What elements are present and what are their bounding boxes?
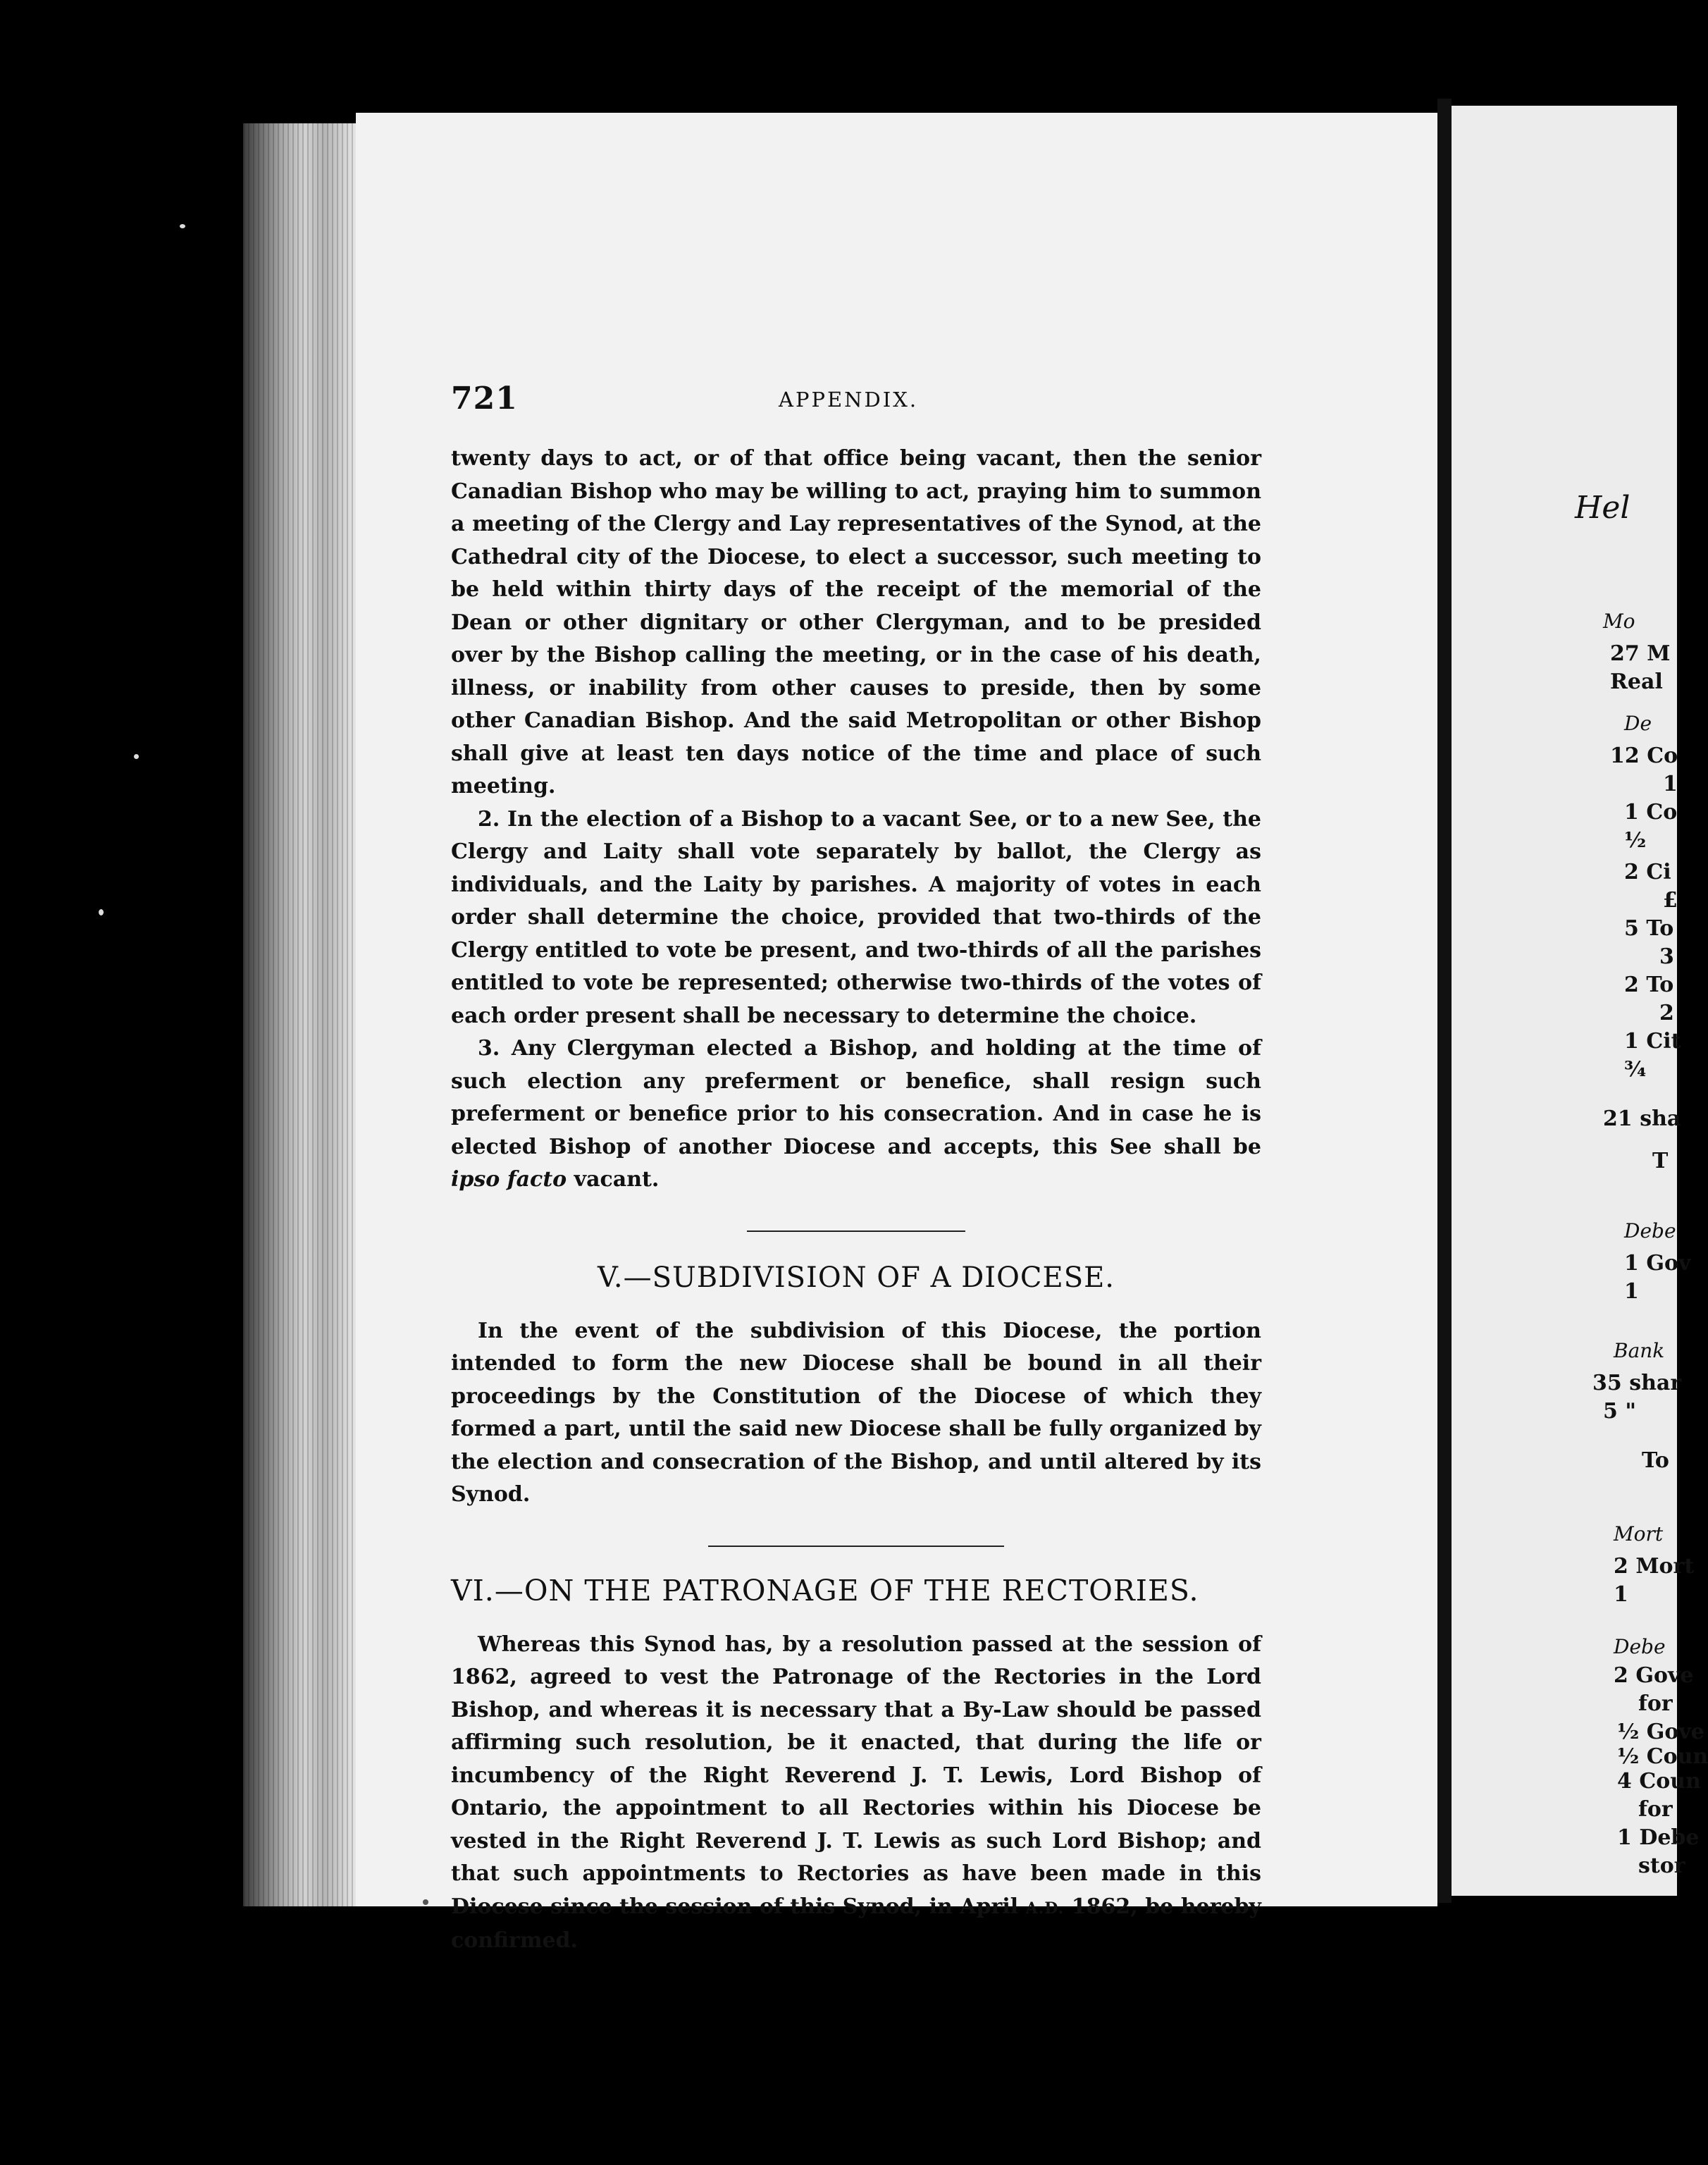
facing-fragment: T (1652, 1149, 1669, 1173)
running-head (451, 381, 1261, 423)
paragraph-3-italic: ipso facto (451, 1167, 567, 1192)
section-divider (708, 1546, 1004, 1547)
facing-fragment: 4 Coun (1617, 1769, 1701, 1794)
scan-speck (99, 909, 104, 915)
paragraph-patronage-text: Whereas this Synod has, by a resolution passed at the session of 1862, agreed to vest the Patronage of the Rectories in the Lord Bishop, and whereas it is necessary that a By-Law should be passed affirming such resolution, be it enacted, that during the life or incumbency of the Right Reverend J. T. Lewis, Lord Bishop of Ontario, the appointment to all Rectories within his Diocese be vested in the Right Reverend J. T. Lewis as such Lord Bishop; and that such appointments to Rectories as have been made in this Diocese since the session of this Synod, in April (451, 1632, 1261, 1919)
facing-fragment: 1 (1624, 1279, 1639, 1304)
paragraph-patronage (451, 1629, 1261, 1958)
facing-fragment: Bank (1614, 1339, 1665, 1362)
facing-fragment: 2 Mort (1614, 1554, 1695, 1579)
facing-fragment: Debe (1624, 1219, 1676, 1242)
facing-fragment: ¾ (1624, 1057, 1647, 1082)
section-heading-v: V.—SUBDIVISION OF A DIOCESE. (597, 1261, 1115, 1294)
book-gutter (1437, 99, 1452, 1903)
section-heading-vi: VI.—ON THE PATRONAGE OF THE RECTORIES. (451, 1573, 1199, 1608)
facing-fragment: stor (1638, 1853, 1685, 1878)
facing-fragment: 2 Ci (1624, 860, 1671, 884)
scan-speck (423, 1899, 428, 1905)
paragraph-continued: twenty days to act, or of that office being vacant, then the senior Canadian Bishop who may be willing to act, praying him to summon a meeting of the Clergy and Lay representatives of the Synod, at the Cathedral city of the Diocese, to elect a successor, such meeting to be held within thirty days of the receipt of the memorial of the Dean or other dignitary or other Clergyman, and to be presided over by the Bishop calling the meeting, or in the case of his death, illness, or inability from other causes to preside, then by some other Canadian Bishop. And the said Metropolitan or other Bishop shall give at least ten days notice of the time and place of such meeting. (451, 446, 1261, 798)
facing-fragment: 3 (1659, 944, 1674, 969)
book-spine-page-edges (243, 123, 356, 1906)
facing-fragment: 2 (1659, 1001, 1674, 1025)
paragraph-3-tail: vacant. (567, 1167, 660, 1192)
facing-fragment: De (1624, 712, 1652, 735)
facing-fragment: 1 Cit (1624, 1029, 1681, 1054)
page-number: 721 (451, 381, 518, 417)
paragraph-2: 2. In the election of a Bishop to a vacant See, or to a new See, the Clergy and Laity shall vote separately by ballot, the Clergy as individuals, and the Laity by parishes. A majority of votes in each order shall determine the choice, provided that two-thirds of the Clergy entitled to vote be present, and two-thirds of all the parishes entitled to vote be represented; otherwise two-thirds of the votes of each order present shall be necessary to determine the choice. (451, 806, 1261, 1028)
facing-page-column (1452, 106, 1708, 1896)
paragraph-3-text: 3. Any Clergyman elected a Bishop, and holding at the time of such election any preferment or benefice, shall resign such preferment or benefice prior to his consecration. And in case he is elected Bishop of another Diocese and accepts, this See shall be (451, 1036, 1261, 1159)
facing-fragment: for (1638, 1797, 1673, 1822)
right-page-facing (1452, 106, 1708, 1896)
facing-fragment: 1 (1663, 772, 1678, 796)
facing-fragment: Debe (1614, 1635, 1666, 1658)
facing-fragment: ½ Coun (1617, 1744, 1708, 1769)
running-title: APPENDIX. (779, 388, 919, 412)
facing-fragment: 1 (1614, 1582, 1628, 1607)
facing-fragment: 35 shar (1592, 1371, 1682, 1395)
facing-fragment: Hel (1575, 490, 1630, 526)
facing-fragment: Real (1610, 670, 1663, 694)
facing-fragment: 5 " (1603, 1399, 1636, 1424)
scan-speck (180, 224, 185, 228)
facing-fragment: for (1638, 1691, 1673, 1716)
facing-fragment: ½ Gove (1617, 1720, 1704, 1744)
facing-fragment: 2 Gove (1614, 1663, 1694, 1688)
page-content (451, 381, 1261, 1958)
section-divider (747, 1230, 965, 1232)
facing-fragment: 12 Co (1610, 744, 1678, 768)
facing-fragment: 1 Debe (1617, 1825, 1700, 1850)
anno-domini: A.D. (1025, 1899, 1065, 1918)
scan-speck (134, 754, 139, 759)
page-edge-lines (243, 123, 356, 1906)
facing-fragment: 1 Gov (1624, 1251, 1691, 1276)
facing-fragment: 1 Co (1624, 800, 1678, 825)
paragraph-subdivision: In the event of the subdivision of this Diocese, the portion intended to form the new Diocese shall be bound in all their proceedings by the Constitution of the Diocese of which they formed a part, until the said new Diocese shall be fully organized by the election and consecration of the Bishop, and until altered by its Synod. (451, 1318, 1261, 1507)
facing-fragment: Mort (1614, 1522, 1664, 1546)
paragraph-patronage-tail: 1862, be hereby confirmed. (451, 1894, 1261, 1953)
facing-fragment: 5 To (1624, 916, 1674, 941)
facing-fragment: 21 sha (1603, 1106, 1681, 1131)
facing-fragment: 27 M (1610, 641, 1671, 666)
facing-fragment: £ (1663, 888, 1678, 913)
facing-fragment: ½ (1624, 828, 1647, 853)
paragraph-3 (451, 1032, 1261, 1197)
facing-fragment: To (1642, 1448, 1669, 1473)
facing-fragment: Mo (1603, 610, 1635, 633)
facing-fragment: 2 To (1624, 973, 1674, 997)
